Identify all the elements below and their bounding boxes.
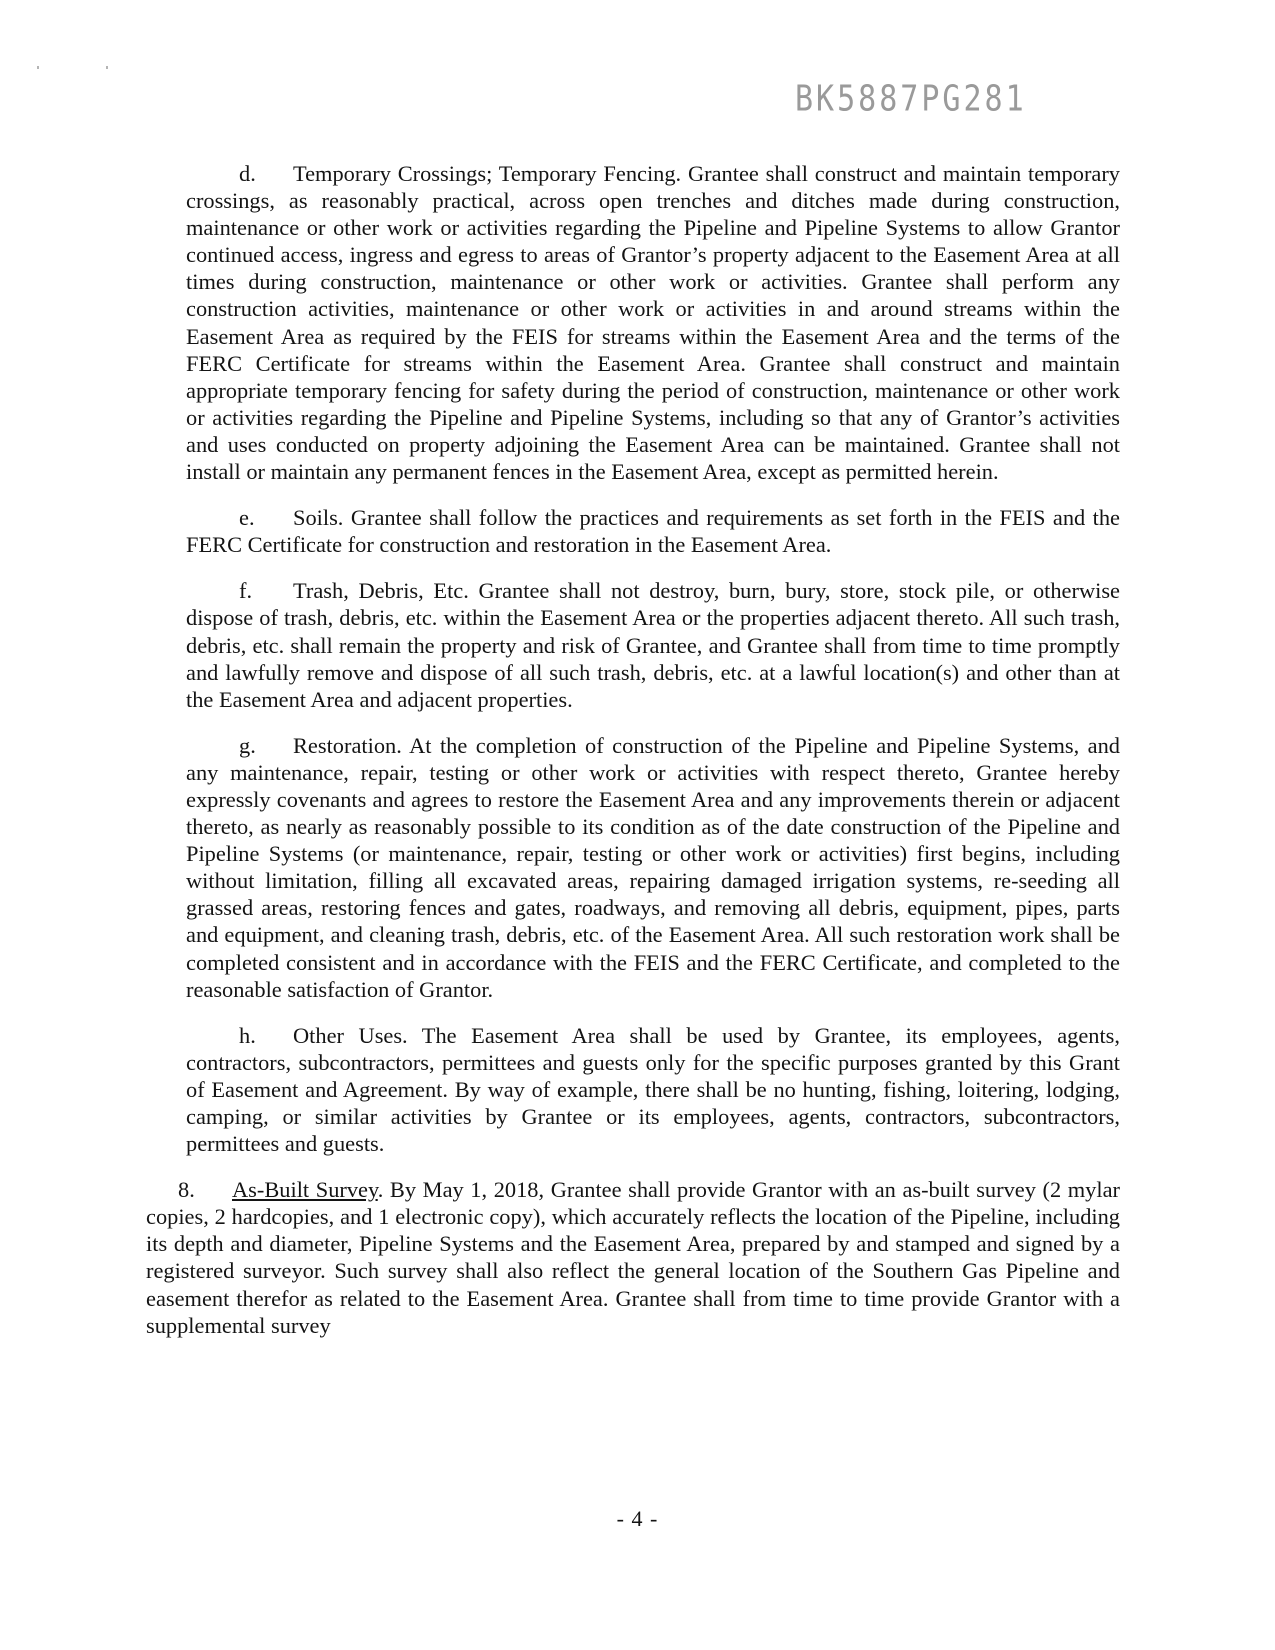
paragraph-d-label: d.	[239, 161, 256, 186]
book-page-stamp: BK5887PG281	[795, 78, 1027, 120]
paragraph-h-text: Other Uses. The Easement Area shall be used by Grantee, its employees, agents, contractors, subcontractors, permittees and guests only for the specific purposes granted by this Grant of Easement and Agreement. By way of example, there shall be no hunting, fishing, loitering, lodging, camping, or similar activities by Grantee or its employees, agents, contractors, subcontractors, permittees and guests.	[186, 1022, 1120, 1157]
paragraph-f-label: f.	[239, 578, 253, 604]
section-8	[146, 1176, 1120, 1339]
paragraph-g-label: g.	[239, 732, 256, 758]
document-body	[146, 160, 1120, 1358]
paragraph-d-text: Temporary Crossings; Temporary Fencing. Grantee shall construct and maintain temporary crossings, as reasonably practical, across open trenches and ditches made during construction, maintenance or other work or activities regarding the Pipeline and Pipeline Systems to allow Grantor continued access, ingress and egress to areas of Grantor’s property adjacent to the Easement Area at all times during construction, maintenance or other work or activities. Grantee shall perform any construction activities, maintenance or other work or activities in and around streams within the Easement Area as required by the FEIS for streams within the Easement Area and the terms of the FERC Certificate for streams within the Easement Area. Grantee shall construct and maintain appropriate temporary fencing for safety during the period of construction, maintenance or other work or activities regarding the Pipeline and Pipeline Systems, including so that any of Grantor’s activities and uses conducted on property adjoining the Easement Area can be maintained. Grantee shall not install or maintain any permanent fences in the Easement Area, except as permitted herein.	[186, 161, 1120, 485]
page-number: - 4 -	[616, 1506, 659, 1531]
paragraph-e-label: e.	[239, 505, 255, 531]
scan-mark-left	[37, 66, 39, 69]
paragraph-f-text: Trash, Debris, Etc. Grantee shall not destroy, burn, bury, store, stock pile, or otherwise dispose of trash, debris, etc. within the Easement Area or the properties adjacent thereto. All such trash, debris, etc. shall remain the property and risk of Grantee, and Grantee shall from time to time promptly and lawfully remove and dispose of all such trash, debris, etc. at a lawful location(s) and other than at the Easement Area and adjacent properties.	[186, 578, 1120, 712]
section-8-label: 8.	[178, 1177, 195, 1203]
paragraph-g	[186, 732, 1120, 1003]
paragraph-d	[186, 160, 1120, 485]
paragraph-g-text: Restoration. At the completion of construction of the Pipeline and Pipeline Systems, and any maintenance, repair, testing or other work or activities with respect thereto, Grantee hereby expressly covenants and agrees to restore the Easement Area and any improvements therein or adjacent thereto, as nearly as reasonably possible to its condition as of the date construction of the Pipeline and Pipeline Systems (or maintenance, repair, testing or other work or activities) first begins, including without limitation, filling all excavated areas, repairing damaged irrigation systems, re-seeding all grassed areas, restoring fences and gates, roadways, and removing all debris, equipment, pipes, parts and equipment, and cleaning trash, debris, etc. of the Easement Area. All such restoration work shall be completed consistent and in accordance with the FEIS and the FERC Certificate, and completed to the reasonable satisfaction of Grantor.	[186, 732, 1120, 1002]
paragraph-e	[186, 504, 1120, 558]
section-8-text: . By May 1, 2018, Grantee shall provide Grantor with an as-built survey (2 mylar copies, 2 hardcopies, and 1 electronic copy), which accurately reflects the location of the Pipeline, including its depth and diameter, Pipeline Systems and the Easement Area, prepared by and stamped and signed by a registered surveyor. Such survey shall also reflect the general location of the Southern Gas Pipeline and easement therefor as related to the Easement Area. Grantee shall from time to time provide Grantor with a supplemental survey	[146, 1177, 1120, 1338]
paragraph-h	[186, 1022, 1120, 1157]
section-8-heading: As-Built Survey	[232, 1177, 378, 1203]
paragraph-f	[186, 577, 1120, 712]
paragraph-e-text: Soils. Grantee shall follow the practices and requirements as set forth in the FEIS and the FERC Certificate for construction and restoration in the Easement Area.	[186, 505, 1120, 558]
paragraph-h-label: h.	[239, 1022, 256, 1048]
scan-mark-right	[106, 66, 108, 69]
